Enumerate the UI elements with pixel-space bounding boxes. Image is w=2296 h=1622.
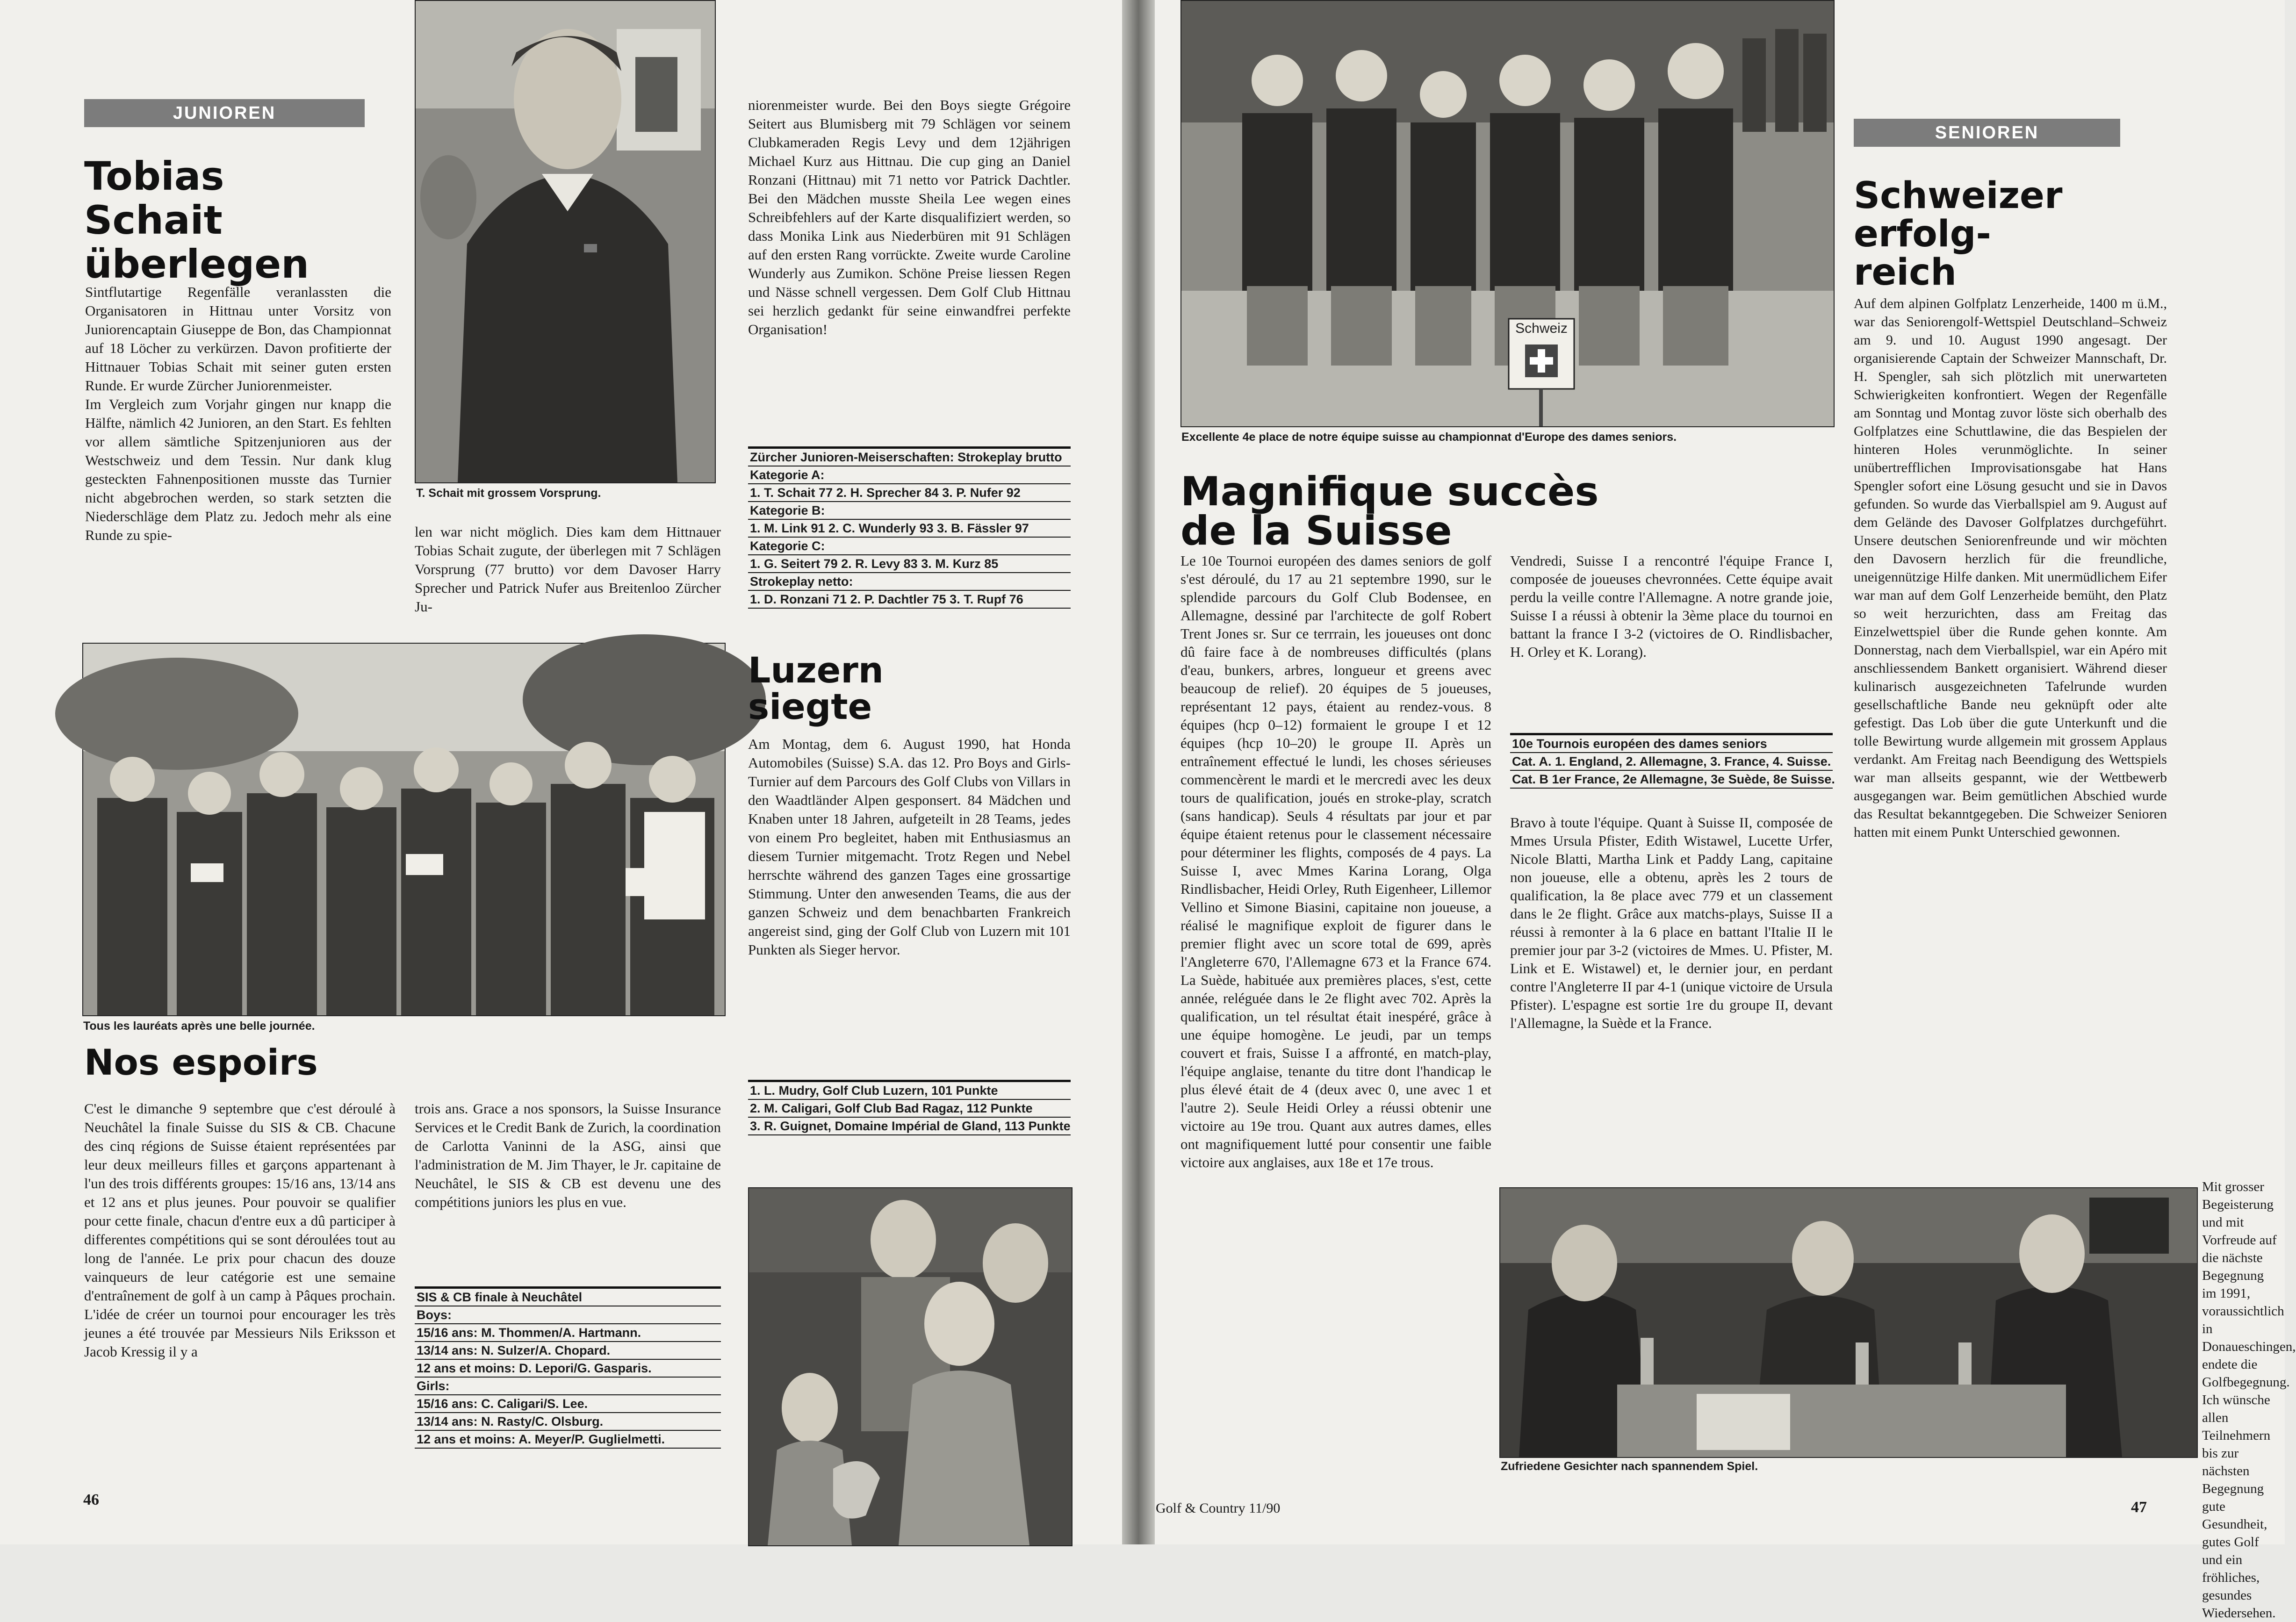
paragraph: len war nicht möglich. Dies kam dem Hittnauer Tobias Schait zugute, der überlegen mit 7 Schlägen Vorsprung (77 brutto) vor dem Davoser Harry Sprecher und Patrick Nufer aus Breitenloo Zürcher Ju-	[415, 524, 721, 615]
photo-laureats	[82, 643, 726, 1016]
paragraph: Sintflutartige Regenfälle veranlassten die Organisatoren in Hittnau unter Vorsitz von Juniorencaptain Giuseppe de Bon, das Championnat auf 18 Löcher zu verkürzen. Davon profitierte der Hittnauer Tobias Schait mit seiner guten ersten Runde. Er wurde Zürcher Juniorenmeister.	[85, 284, 391, 394]
headline-line: Schait	[84, 197, 223, 243]
photo-laureats-image	[83, 644, 725, 1015]
headline-line: reich	[1854, 251, 1957, 294]
article-col-3	[748, 96, 1071, 339]
photo-caption-swiss-ladies: Excellente 4e place de notre équipe suisse au championnat d'Europe des dames seniors.	[1181, 431, 1677, 444]
luzern-results-table	[748, 1080, 1071, 1135]
results-row: 1. G. Seitert 79 2. R. Levy 83 3. M. Kurz 85	[748, 555, 1071, 573]
photo-tobias-schait	[415, 0, 716, 483]
espoirs-col-2	[415, 1099, 721, 1212]
results-row: Girls:	[415, 1378, 721, 1395]
results-row: Boys:	[415, 1306, 721, 1324]
results-row: SIS & CB finale à Neuchâtel	[415, 1289, 721, 1306]
zurich-results-table	[748, 446, 1071, 609]
headline-line: Tobias	[84, 153, 224, 199]
photo-senioren-table-image	[1500, 1188, 2197, 1457]
results-row: 1. M. Link 91 2. C. Wunderly 93 3. B. Fässler 97	[748, 520, 1071, 538]
headline-line: überlegen	[84, 241, 309, 287]
senioren-col	[1854, 294, 2167, 841]
headline-line: Luzern	[748, 649, 884, 691]
headline-line: de la Suisse	[1180, 508, 1452, 554]
photo-trophy	[748, 1187, 1072, 1546]
headline-luzern	[748, 649, 1071, 727]
photo-tobias-schait-image	[416, 1, 715, 482]
article-col-1	[85, 283, 391, 545]
headline-line: erfolg-	[1854, 213, 1991, 255]
seniors-results-table	[1510, 733, 1833, 789]
right-page	[1155, 0, 2296, 1621]
section-label-junioren: JUNIOREN	[84, 99, 365, 127]
results-row: Kategorie A:	[748, 467, 1071, 484]
paragraph: C'est le dimanche 9 septembre que c'est déroulé à Neuchâtel la finale Suisse du SIS & CB. Chacune des cinq régions de Suisse étaient représentées par leur deux meilleurs filles et garçons appartenant à l'un des trois différents groupes: 15/16 ans, 13/14 ans et 12 ans et plus jeunes. Pour pouvoir se qualifier pour cette finale, chacun d'entre eux a dû participer à differentes compétitions qui se sont déroulées tout au long de l'année. Le prix pour chacun des douze vainqueurs de leur catégorie est une semaine d'entraînement de golf à un camp à Pâques prochain. L'idée de créer un tournoi pour encourager les très jeunes a été trouvée par Messieurs Nils Eriksson et Jacob Kressig il y a	[84, 1100, 396, 1360]
results-row: 2. M. Caligari, Golf Club Bad Ragaz, 112 Punkte	[748, 1100, 1071, 1118]
headline-nos-espoirs: Nos espoirs	[84, 1041, 318, 1083]
paragraph: trois ans. Grace a nos sponsors, la Suisse Insurance Services et le Credit Bank de Zurich, la coordination de Carlotta Vaninni de la ASG, ainsi que l'administration de M. Jim Thayer, le Jr. capitaine de Neuchâtel, le SIS & CB est devenu une des compétitions juniors les plus en vue.	[415, 1100, 721, 1210]
results-row: 10e Tournois européen des dames seniors	[1510, 735, 1833, 753]
results-row: 15/16 ans: C. Caligari/S. Lee.	[415, 1395, 721, 1413]
headline-line: siegte	[748, 686, 872, 727]
results-row: 13/14 ans: N. Sulzer/A. Chopard.	[415, 1342, 721, 1360]
book-spine	[1122, 0, 1155, 1544]
results-row: 1. T. Schait 77 2. H. Sprecher 84 3. P. Nufer 92	[748, 484, 1071, 502]
photo-swiss-ladies	[1180, 0, 1835, 427]
paragraph: Bravo à toute l'équipe. Quant à Suisse II, composée de Mmes Ursula Pfister, Edith Wistawel, Lucette Urfer, Nicole Blatti, Martha Link et Paddy Lang, capitaine non joueuse, elle a obtenu, après les 2 tours de qualification, la 8e place avec 779 et un classement dans le 2e flight. Grâce aux matchs-plays, Suisse II a réussi à remonter à la 6 place en battant l'Italie II le premier jour par 3-2 (victoires de Mmes. U. Pfister, M. Link et E. Wistawel) et, le dernier jour, en perdant contre l'Angleterre II par 4-1 (unique victoire de Ursula Pfister). L'espagne est sortie 1re du groupe II, devant l'Allemagne, la Suède et la France.	[1510, 814, 1833, 1031]
headline-line: Magnifique succès	[1180, 468, 1599, 515]
photo-caption-schait: T. Schait mit grossem Vorsprung.	[416, 487, 601, 500]
luzern-article	[748, 735, 1071, 959]
results-row: 3. R. Guignet, Domaine Impérial de Gland, 113 Punkte	[748, 1118, 1071, 1135]
footer-magazine-issue: Golf & Country 11/90	[1156, 1500, 1281, 1516]
page-number-left: 46	[83, 1491, 99, 1508]
headline-schweizer	[1854, 177, 2181, 292]
results-row: 1. D. Ronzani 71 2. P. Dachtler 75 3. T. Rupf 76	[748, 591, 1071, 609]
photo-senioren-table	[1499, 1187, 2198, 1458]
results-row: Zürcher Junioren-Meiserschaften: Strokeplay brutto	[748, 449, 1071, 467]
photo-caption-laureats: Tous les lauréats après une belle journée.	[83, 1019, 315, 1033]
magnifique-col-2b	[1510, 813, 1833, 1032]
espoirs-col-1	[84, 1099, 396, 1361]
headline-line: Schweizer	[1854, 175, 2063, 217]
photo-caption-senioren: Zufriedene Gesichter nach spannendem Spiel.	[1501, 1460, 1758, 1473]
results-row: Strokeplay netto:	[748, 573, 1071, 591]
results-row: 13/14 ans: N. Rasty/C. Olsburg.	[415, 1413, 721, 1431]
results-row: 1. L. Mudry, Golf Club Luzern, 101 Punkte	[748, 1082, 1071, 1100]
article-col-2-continued	[415, 523, 721, 616]
left-page	[0, 0, 1122, 1544]
results-row: Cat. A. 1. England, 2. Allemagne, 3. France, 4. Suisse.	[1510, 753, 1833, 771]
page-number-right: 47	[2131, 1499, 2147, 1516]
magnifique-col-1	[1180, 552, 1491, 1171]
paragraph: Auf dem alpinen Golfplatz Lenzerheide, 1400 m ü.M., war das Seniorengolf-Wettspiel Deutschland–Schweiz am 9. und 10. August 1990 angesagt. Der organisierende Captain der Schweizer Mannschaft, Dr. H. Spengler, sah sich plötzlich mit unerwarteten Schwierigkeiten konfrontiert. Wegen der Regenfälle am Sonntag und Montag zuvor löste sich oberhalb des Golfplatzes eine Schuttlawine, die das Bespielen der hinteren Holes verunmöglichte. In seiner unübertrefflichen Improvisationsgabe hat Hans Spengler sofort eine Lösung gesucht und sie in Davos gefunden. So wurde das Vierballspiel am 9. August auf dem Gelände des Davoser Golfplatzes durchgeführt. Unsere deutschen Seniorenfreunde und wir möchten den Davosern herzlich für die freundliche, uneigennützige Hilfe danken. Mit unermüdlichem Eifer war man auf dem Golf Lenzerheide bemüht, den Platz so weit herzurichten, dass am Freitag das Einzelwettspiel über die Runde gehen konnte. Am Donnerstag, nach dem Vierballspiel, war ein Apéro mit anschliessendem Bankett organisiert. Während dieser kulinarisch ausgezeichneten Tafelrunde wurden gesellschaftliche Bande neu geknüpft oder alte gefestigt. Das Lob über die gute Unterkunft und die tolle Bewirtung wurde allgemein mit grossem Applaus verdankt. Am Freitag nach Beendigung des Wettspiels war man allseits gespannt, wie der Wettbewerb ausgegangen war. Beim gemütlichen Abschied wurde das Resultat bekanntgegeben. Die Schweizer Senioren hatten mit einem Punkt Unterschied gewonnen.	[1854, 296, 2167, 840]
senioren-end-col	[2202, 1178, 2296, 1622]
paragraph: Im Vergleich zum Vorjahr gingen nur knapp die Hälfte, nämlich 42 Junioren, an den Start. Es fehlten vor allem sämtliche Spitzenjunioren aus der Westschweiz und dem Tessin. Nur dank klug gesteckten Fahnenpositionen musste das Turnier nicht abgebrochen werden, so stark setzten die Niederschläge dem Platz zu. Jedoch mehr als eine Runde zu spie-	[85, 396, 391, 543]
paragraph: niorenmeister wurde. Bei den Boys siegte Grégoire Seitert aus Blumisberg mit 79 Schlägen vor seinem Clubkameraden Regis Levy und dem 12jährigen Michael Kurz aus Hittnau. Die cup ging an Daniel Ronzani (Hittnau) mit 71 netto vor Patrick Dachtler. Bei den Mädchen musste Sheila Lee wegen eines Schreibfehlers auf der Karte disqualifiziert werden, so dass Monika Link aus Niederbüren mit 91 Schlägen auf den ersten Rang vorrückte. Zweite wurde Caroline Wunderly aus Zumikon. Schöne Preise liessen Regen und Nässe schnell vergessen. Dem Golf Club Hittnau sei herzlich gedankt für seine einwandfrei perfekte Organisation!	[748, 97, 1071, 337]
headline-magnifique	[1180, 468, 1835, 554]
results-row: 12 ans et moins: A. Meyer/P. Guglielmetti.	[415, 1431, 721, 1449]
results-row: 12 ans et moins: D. Lepori/G. Gasparis.	[415, 1360, 721, 1378]
results-row: Kategorie C:	[748, 538, 1071, 555]
paragraph: Mit grosser Begeisterung und mit Vorfreude auf die nächste Begegnung im 1991, voraussichtlich in Donaueschingen, endete die Golfbegegnung. Ich wünsche allen Teilnehmern bis zur nächsten Begegnung gute Gesundheit, gutes Golf und ein fröhliches, gesundes Wiedersehen.	[2202, 1179, 2296, 1621]
magnifique-col-2a	[1510, 552, 1833, 661]
paragraph: Am Montag, dem 6. August 1990, hat Honda Automobiles (Suisse) S.A. das 12. Pro Boys and Girls-Turnier auf dem Parcours des Golf Clubs von Villars in den Waadtländer Alpen gesponsert. 84 Mädchen und Knaben unter 18 Jahren, aufgeteilt in 28 Teams, jedes von einem Pro begleitet, haben mit Enthusiasmus an diesem Turnier mitgemacht. Trotz Regen und Nebel herrschte während des ganzen Tages eine grossartige Stimmung. Unter den anwesenden Teams, die aus der ganzen Schweiz und dem benachbarten Frankreich angereist sind, ging der Golf Club von Luzern mit 101 Punkten als Sieger hervor.	[748, 736, 1071, 958]
paragraph: Le 10e Tournoi européen des dames seniors de golf s'est déroulé, du 17 au 21 septembre 1990, sur le splendide parcours du Golf Club Bodensee, en Allemagne, dessiné par l'architecte de golf Robert Trent Jones sr. Sur ce terrrain, les joueuses ont donc dû faire face à de nombreuses difficultés (plans d'eau, bunkers, arbres, longueur et greens avec beaucoup de relief). 20 équipes de 5 joueuses, représentant 12 pays, étaient au rendez-vous. 8 équipes (hcp 0–12) formaient le groupe I et 12 équipes (hcp 10–20) le groupe II. Après un entraînement effectué le lundi, les choses sérieuses commencèrent le mardi et le mercredi avec les deux tours de qualification, joués en stroke-play, scratch (sans handicap). Seuls 4 résultats par jour et par équipe étaient retenus pour le classement nécessaire pour déterminer les flights, composés de 4 pays. La Suisse I, avec Mmes Karina Lorang, Olga Rindlisbacher, Heidi Orley, Ruth Eigenheer, Lillemor Vellino et Simone Biasini, capitaine non joueuse, a réalisé le magnifique exploit de figurer dans le premier flight avec un score total de 699, après l'Angleterre 670, l'Allemagne 673 et la France 674. La Suède, habituée aux premières places, s'est, cette année, reléguée dans le 2e flight avec 702. Après la qualification, un tel résultat était inespéré, grâce à une équipe homogène. Le jeudi, par un temps couvert et frais, Suisse I a affronté, en match-play, l'équipe anglaise, tenante du titre dont l'handicap le plus élevé était de 4 (deux avec 0, une avec 1 et l'autre 2). Seule Heidi Orley a réussi obtenir une victoire au 19e trou. Quant aux autres dames, elles ont magnifiquement lutté pour consentir une faible victoire aux anglaises, aux 18e et 17e trous.	[1180, 553, 1491, 1170]
results-row: 15/16 ans: M. Thommen/A. Hartmann.	[415, 1324, 721, 1342]
sign-schweiz: Schweiz	[1515, 321, 1568, 336]
results-row: Kategorie B:	[748, 502, 1071, 520]
paragraph: Vendredi, Suisse I a rencontré l'équipe France I, composée de joueuses chevronnées. Cette équipe avait perdu la veille contre l'Allemagne. A notre grande joie, Suisse I a réussi à obtenir la 3ème place du tournoi en battant la france I 3-2 (victoires de O. Rindlisbacher, H. Orley et K. Lorang).	[1510, 553, 1833, 660]
photo-swiss-ladies-image	[1181, 1, 1834, 426]
sis-results-table	[415, 1286, 721, 1449]
photo-trophy-image	[749, 1188, 1072, 1545]
results-row: Cat. B 1er France, 2e Allemagne, 3e Suède, 8e Suisse.	[1510, 771, 1833, 789]
headline-tobias	[84, 154, 383, 286]
section-label-senioren: SENIOREN	[1854, 119, 2120, 147]
